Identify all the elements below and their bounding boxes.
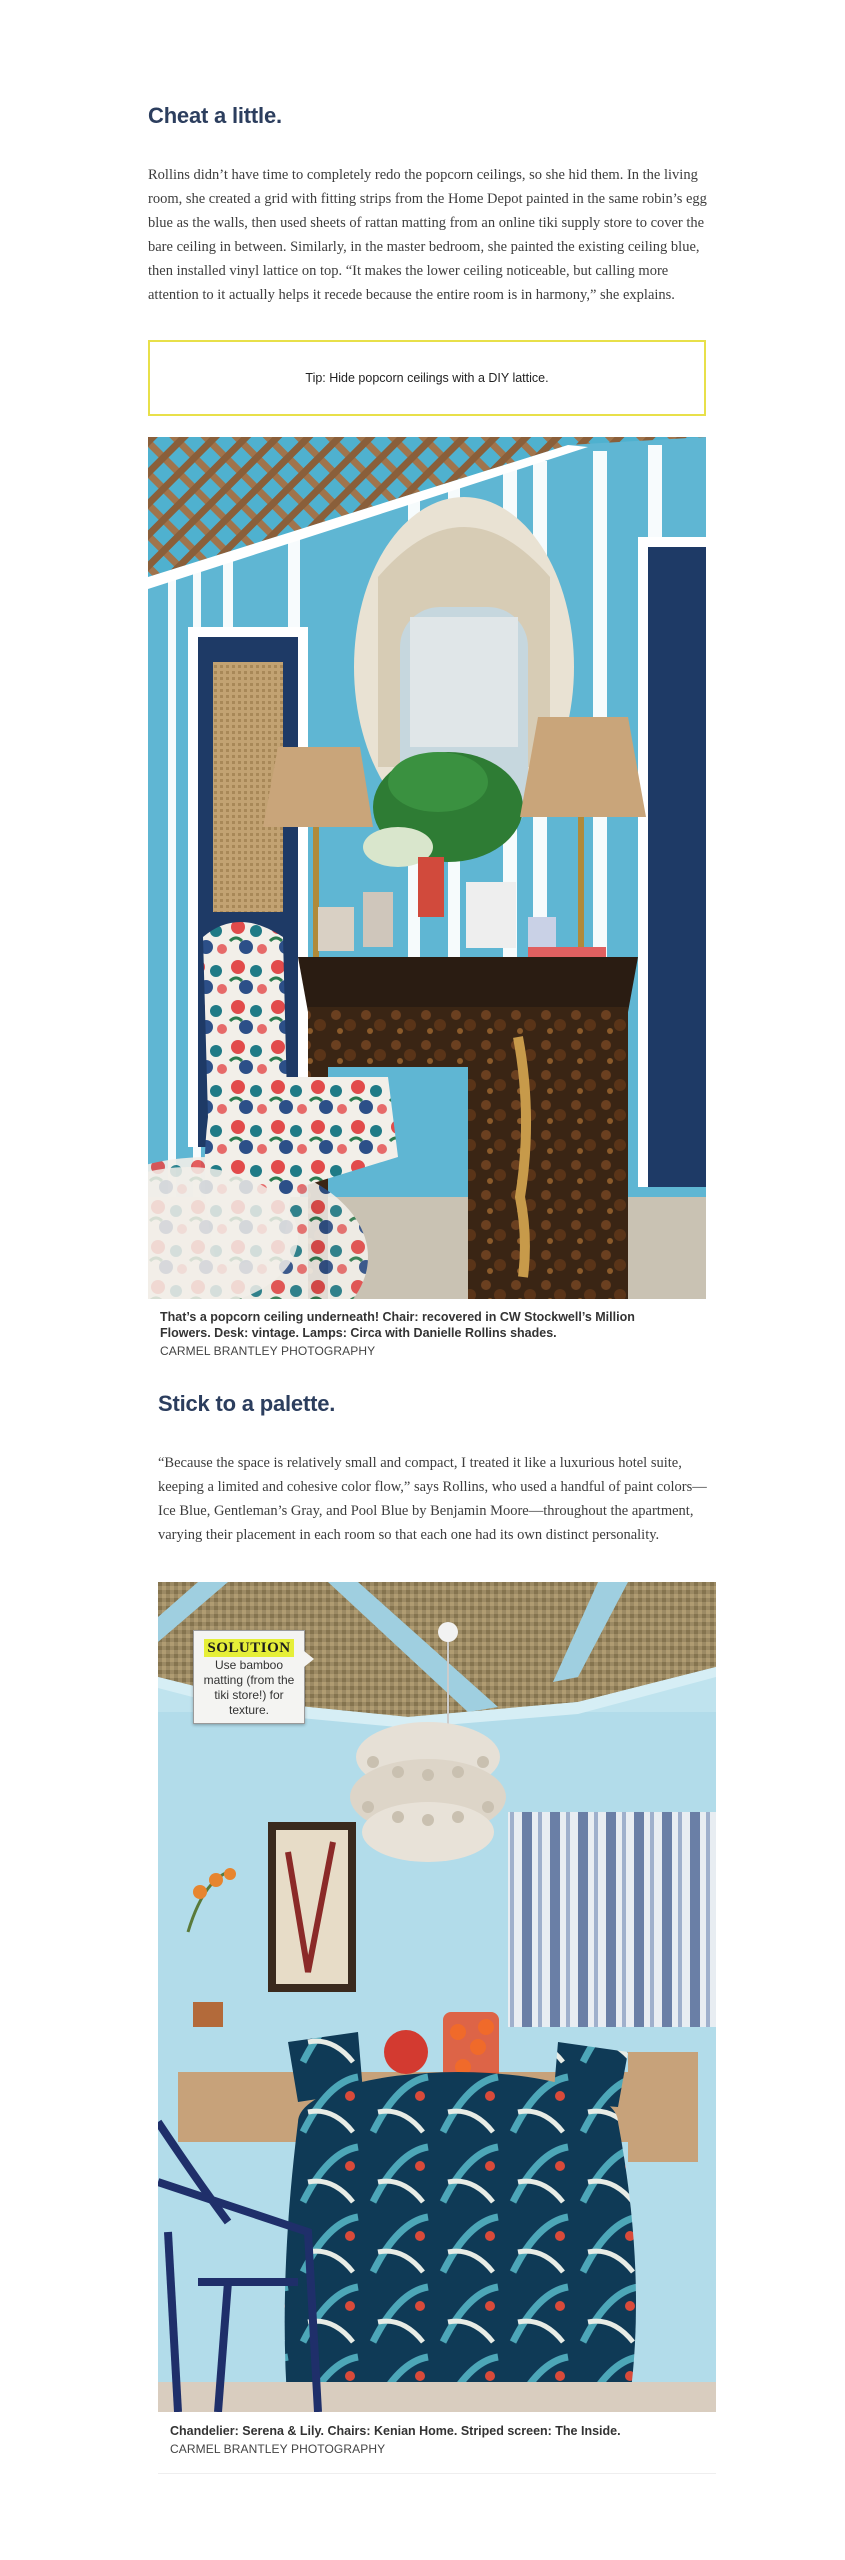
- section-heading-cheat: Cheat a little.: [148, 103, 282, 128]
- photo2-credit: CARMEL BRANTLEY PHOTOGRAPHY: [170, 2442, 386, 2456]
- dining-nook-photo: [158, 1582, 716, 2412]
- bedroom-vanity-illustration: [148, 437, 706, 1299]
- photo2-caption-text: Chandelier: Serena & Lily. Chairs: Kenian Home. Striped screen: The Inside.: [170, 2424, 621, 2438]
- bedroom-vanity-photo: [148, 437, 706, 1299]
- solution-callout: [193, 1630, 305, 1724]
- photo1-caption: [160, 1309, 680, 1359]
- section-paragraph-cheat: Rollins didn’t have time to completely redo the popcorn ceilings, so she hid them. In the living room, she created a grid with fitting strips from the Home Depot painted in the same robin’s egg blue as the walls, then used sheets of rattan matting from an online tiki supply store to cover the bare ceiling in between. Similarly, in the master bedroom, she painted the existing ceiling blue, then installed vinyl lattice on top. “It makes the lower ceiling noticeable, but calling more attention to it actually helps it recede because the entire room is in harmony,” she explains.: [148, 167, 707, 303]
- photo2-caption: [170, 2423, 690, 2457]
- photo1-caption-text: That’s a popcorn ceiling underneath! Chair: recovered in CW Stockwell’s Million Flowers. Desk: vintage. Lamps: Circa with Danielle Rollins shades.: [160, 1310, 635, 1340]
- tip-box: [148, 340, 706, 416]
- section-heading-palette: Stick to a palette.: [158, 1391, 336, 1416]
- callout-title: SOLUTION: [204, 1639, 293, 1657]
- section-divider: [158, 2473, 716, 2474]
- callout-body: Use bamboo matting (from the tiki store!) for texture.: [203, 1658, 295, 1717]
- photo1-credit: CARMEL BRANTLEY PHOTOGRAPHY: [160, 1344, 376, 1358]
- section-paragraph-palette: “Because the space is relatively small and compact, I treated it like a luxurious hotel suite, keeping a limited and cohesive color flow,” says Rollins, who used a handful of paint colors—Ice Blue, Gentleman’s Gray, and Pool Blue by Benjamin Moore—throughout the apartment, varying their placement in each room so that each one had its own distinct personality.: [158, 1455, 707, 1543]
- tip-text: Tip: Hide popcorn ceilings with a DIY lattice.: [305, 371, 549, 385]
